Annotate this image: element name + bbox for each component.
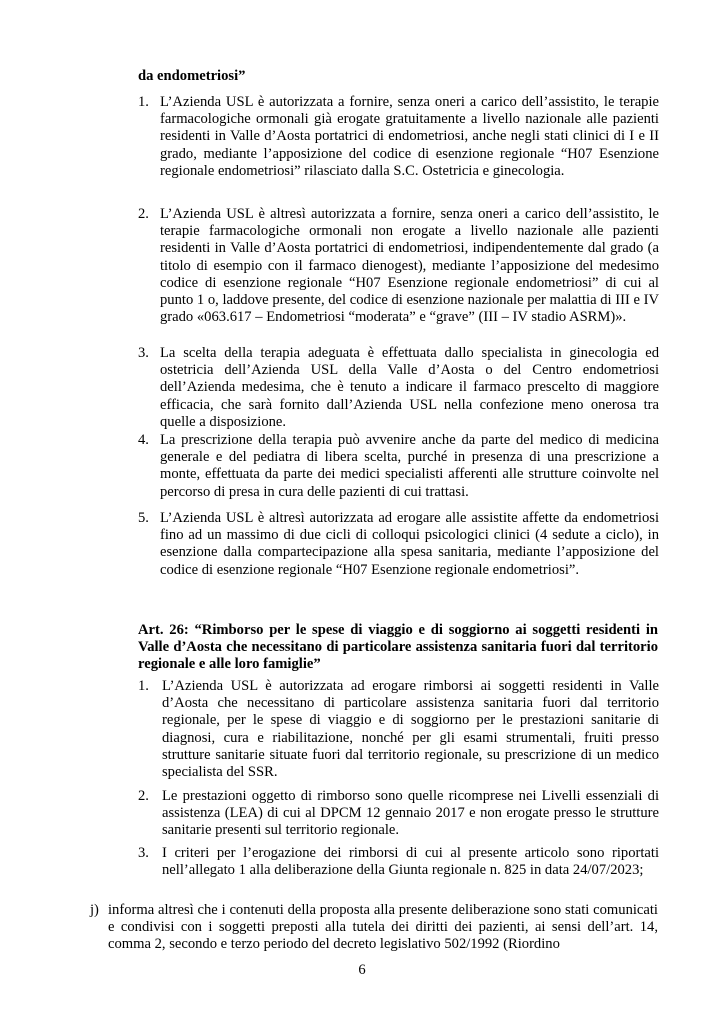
list-text: L’Azienda USL è altresì autorizzata ad erogare alle assistite affette da endometriosi fino ad un massimo di due cicli di colloqui psicologici clinici (4 sedute a ciclo), in esenzione dalla compartecipazione alla spesa sanitaria, mediante l’apposizione del codice di esenzione regionale “H07 Esenzione regionale endometriosi”. xyxy=(160,510,659,578)
list-number: 2. xyxy=(138,788,149,804)
list-number: 5. xyxy=(138,510,149,526)
list-letter: j) xyxy=(90,902,99,918)
list-number: 3. xyxy=(138,345,149,361)
list-text: L’Azienda USL è autorizzata ad erogare rimborsi ai soggetti residenti in Valle d’Aosta che necessitano di particolare assistenza sanitaria fuori dal territorio regionale, per le spese di viaggio e di soggiorno per le prestazioni sanitarie di diagnosi, cura e riabilitazione, nonché per gli esami strumentali, fruiti presso strutture sanitarie situate fuori dal territorio regionale, su prescrizione di un medico specialista del SSR. xyxy=(162,678,659,781)
list-number: 2. xyxy=(138,206,149,222)
article-26-heading: Art. 26: “Rimborso per le spese di viaggio e di soggiorno ai soggetti residenti in Valle d’Aosta che necessitano di particolare assistenza sanitaria fuori dal territorio regionale e alle loro famiglie” xyxy=(138,622,658,673)
list-number: 1. xyxy=(138,678,149,694)
list-text: La scelta della terapia adeguata è effettuata dallo specialista in ginecologia ed ostetricia dell’Azienda USL della Valle d’Aosta o del Centro endometriosi dell’Azienda medesima, che è tenuto a indicare il farmaco prescelto di maggiore efficacia, che sarà fornito dall’Azienda USL nella confezione meno onerosa tra quelle a disposizione. xyxy=(160,345,659,430)
page-number: 6 xyxy=(358,962,366,978)
list-number: 4. xyxy=(138,432,149,448)
list-number: 3. xyxy=(138,845,149,861)
list-text: L’Azienda USL è altresì autorizzata a fornire, senza oneri a carico dell’assistito, le terapie farmacologiche ormonali non erogate a livello nazionale alle pazienti residenti in Valle d’Aosta portatrici di endometriosi, indipendentemente dal grado (a titolo di esempio con il farmaco dienogest), mediante l’apposizione del medesimo codice di esenzione regionale “H07 Esenzione regionale endometriosi” di cui al punto 1 o, laddove presente, del codice di esenzione nazionale per malattia di III e IV grado «063.617 – Endometriosi “moderata” e “grave” (III – IV stadio ASRM)». xyxy=(160,206,659,326)
section-heading-endometriosi: da endometriosi” xyxy=(138,68,246,84)
list-text: I criteri per l’erogazione dei rimborsi di cui al presente articolo sono riportati nell’allegato 1 alla deliberazione della Giunta regionale n. 825 in data 24/07/2023; xyxy=(162,845,659,879)
list-text: La prescrizione della terapia può avvenire anche da parte del medico di medicina generale e del pediatra di libera scelta, purché in presenza di una prescrizione a monte, effettuata da parte dei medici specialisti afferenti alle strutture coinvolte nel percorso di presa in cura delle pazienti di cui trattasi. xyxy=(160,432,659,500)
list-text: informa altresì che i contenuti della proposta alla presente deliberazione sono stati comunicati e condivisi con i soggetti preposti alla tutela dei diritti dei pazienti, ai sensi dell’art. 14, comma 2, secondo e terzo periodo del decreto legislativo 502/1992 (Riordino xyxy=(108,902,658,953)
list-text: Le prestazioni oggetto di rimborso sono quelle ricomprese nei Livelli essenziali di assistenza (LEA) di cui al DPCM 12 gennaio 2017 e non erogate presso le strutture sanitarie presenti sul territorio regionale. xyxy=(162,788,659,839)
list-number: 1. xyxy=(138,94,149,110)
list-text: L’Azienda USL è autorizzata a fornire, senza oneri a carico dell’assistito, le terapie farmacologiche ormonali già erogate gratuitamente a livello nazionale alle pazienti residenti in Valle d’Aosta portatrici di endometriosi, anche negli stati clinici di I e II grado, mediante l’apposizione del codice di esenzione regionale “H07 Esenzione regionale endometriosi” rilasciato dalla S.C. Ostetricia e ginecologia. xyxy=(160,94,659,179)
